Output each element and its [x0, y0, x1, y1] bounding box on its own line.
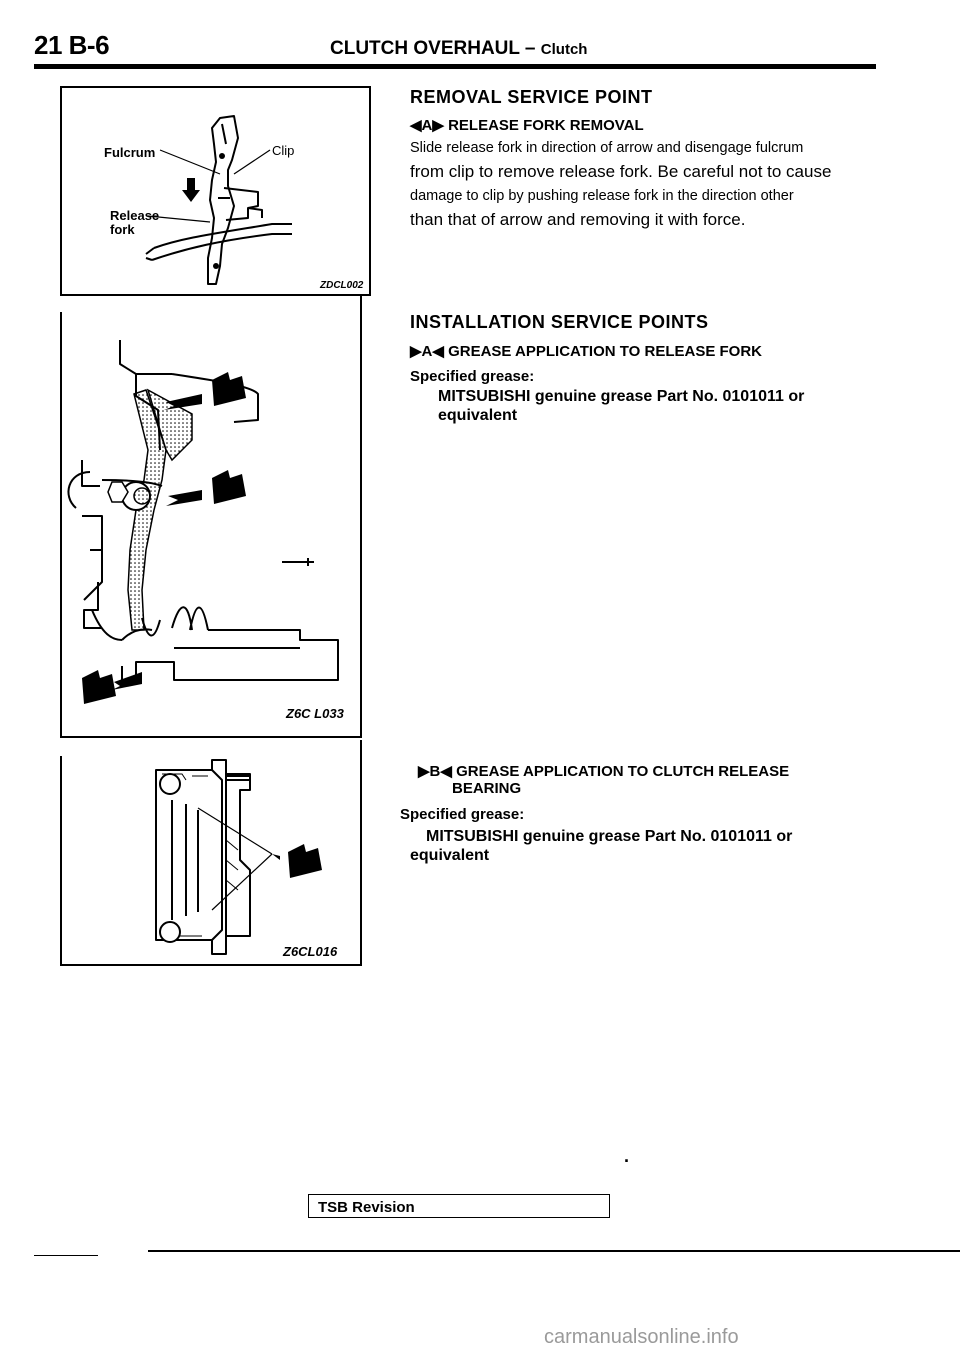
removal-paragraph	[410, 136, 876, 232]
install-a-spec-line-2: equivalent	[438, 407, 518, 424]
removal-heading: REMOVAL SERVICE POINT	[410, 87, 653, 107]
release-fork-grease-diagram	[62, 310, 360, 730]
figure-code-3: Z6CL016	[283, 944, 338, 959]
figure-code-2: Z6C L033	[286, 706, 344, 721]
stray-dot: .	[624, 1146, 630, 1166]
removal-line-3: damage to clip by pushing release fork in the direction other	[410, 188, 794, 204]
watermark: carmanualsonline.info	[544, 1326, 739, 1348]
install-b-spec-line-1: MITSUBISHI genuine grease Part No. 0101011 or	[426, 828, 793, 845]
label-release: Release	[110, 208, 160, 223]
figure-code-1: ZDCL002	[320, 280, 364, 291]
install-a-spec-line-1: MITSUBISHI genuine grease Part No. 0101011 or	[438, 388, 805, 405]
footer-short-rule	[34, 1255, 98, 1256]
install-a-subheading: GREASE APPLICATION TO RELEASE FORK	[448, 343, 762, 360]
installation-heading: INSTALLATION SERVICE POINTS	[410, 312, 709, 332]
page-number: 21 B-6	[34, 30, 110, 60]
tsb-revision-label: TSB Revision	[318, 1199, 415, 1216]
section-title	[330, 38, 587, 60]
install-a-spec-label: Specified grease:	[410, 368, 535, 385]
install-b-marker: ▶B◀	[418, 763, 452, 780]
install-b-spec-label: Specified grease:	[400, 806, 525, 823]
removal-marker: ◀A▶	[410, 117, 444, 134]
section-title-main: CLUTCH OVERHAUL –	[330, 38, 541, 59]
removal-subheading: RELEASE FORK REMOVAL	[448, 117, 644, 134]
install-b-subheading-2: BEARING	[452, 780, 522, 797]
panel-divider	[60, 736, 362, 738]
header-rule	[34, 64, 876, 69]
label-clip: Clip	[272, 143, 295, 158]
install-a-subheading-row	[410, 342, 762, 360]
label-fork: fork	[110, 222, 135, 237]
install-b-subheading-1: GREASE APPLICATION TO CLUTCH RELEASE	[456, 763, 790, 780]
release-bearing-grease-diagram	[62, 740, 360, 962]
panel-divider	[369, 86, 371, 296]
release-fork-removal-diagram	[62, 88, 368, 294]
panel-divider	[60, 964, 362, 966]
label-fulcrum: Fulcrum	[104, 145, 156, 160]
panel-divider	[60, 294, 370, 296]
panel-divider	[360, 296, 362, 736]
install-b-subheading-row	[418, 762, 789, 780]
section-subtitle: Clutch	[540, 41, 588, 58]
removal-line-2: from clip to remove release fork. Be careful not to cause	[410, 162, 832, 181]
removal-line-1: Slide release fork in direction of arrow and disengage fulcrum	[410, 140, 804, 156]
footer-rule	[148, 1250, 960, 1252]
install-a-marker: ▶A◀	[410, 343, 444, 360]
install-b-spec-line-2: equivalent	[410, 847, 490, 864]
removal-line-4: than that of arrow and removing it with force.	[410, 210, 746, 229]
panel-divider	[360, 740, 362, 966]
removal-subheading-row	[410, 116, 644, 134]
